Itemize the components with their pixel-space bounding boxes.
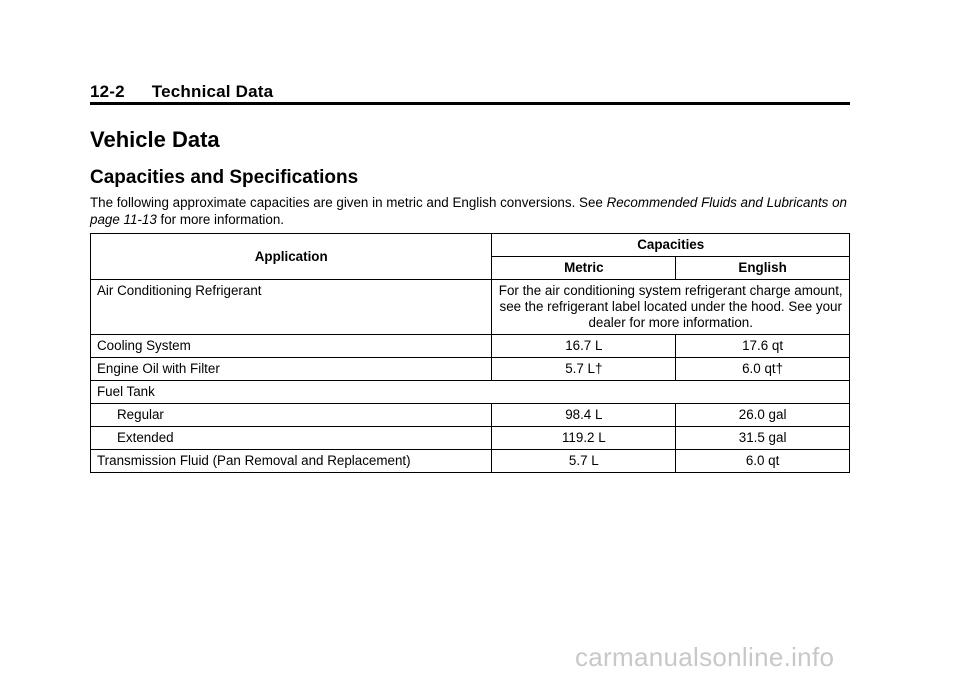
section-number: 12-2	[90, 82, 125, 101]
row-application: Air Conditioning Refrigerant	[91, 280, 492, 335]
table-row	[91, 381, 850, 404]
row-application: Transmission Fluid (Pan Removal and Replacement)	[91, 450, 492, 473]
refrigerant-note: For the air conditioning system refrigerant charge amount, see the refrigerant label located under the hood. See your dealer for more information.	[492, 280, 850, 335]
row-application: Regular	[91, 404, 492, 427]
intro-paragraph	[90, 194, 850, 228]
column-header-application: Application	[91, 234, 492, 280]
capacities-table	[90, 233, 850, 473]
header-rule	[90, 102, 850, 105]
intro-text-after: for more information.	[156, 212, 285, 227]
row-english: 6.0 qt	[676, 450, 850, 473]
row-application: Cooling System	[91, 335, 492, 358]
table-row	[91, 280, 850, 335]
page-title: Vehicle Data	[90, 127, 220, 152]
table-header-row	[91, 234, 850, 257]
table-row	[91, 450, 850, 473]
row-metric: 5.7 L†	[492, 358, 676, 381]
table-row	[91, 358, 850, 381]
row-metric: 119.2 L	[492, 427, 676, 450]
footer-watermark: carmanualsonline.info	[575, 642, 835, 672]
row-application: Extended	[91, 427, 492, 450]
running-header	[90, 82, 850, 102]
row-english: 31.5 gal	[676, 427, 850, 450]
section-title: Technical Data	[151, 82, 274, 101]
section-heading: Capacities and Specifications	[90, 167, 359, 188]
row-metric: 98.4 L	[492, 404, 676, 427]
row-english: 6.0 qt†	[676, 358, 850, 381]
intro-text-before: The following approximate capacities are given in metric and English conversions. See	[90, 195, 607, 210]
row-metric: 16.7 L	[492, 335, 676, 358]
table-row	[91, 427, 850, 450]
row-english: 26.0 gal	[676, 404, 850, 427]
column-header-english: English	[676, 257, 850, 280]
column-header-metric: Metric	[492, 257, 676, 280]
column-header-capacities: Capacities	[492, 234, 850, 257]
table-row	[91, 335, 850, 358]
row-english: 17.6 qt	[676, 335, 850, 358]
row-metric: 5.7 L	[492, 450, 676, 473]
row-group-label: Fuel Tank	[91, 381, 850, 404]
table-row	[91, 404, 850, 427]
row-application: Engine Oil with Filter	[91, 358, 492, 381]
intro-cross-reference-link[interactable]: Recommended Fluids and Lubricants on page 11-13	[90, 195, 847, 227]
